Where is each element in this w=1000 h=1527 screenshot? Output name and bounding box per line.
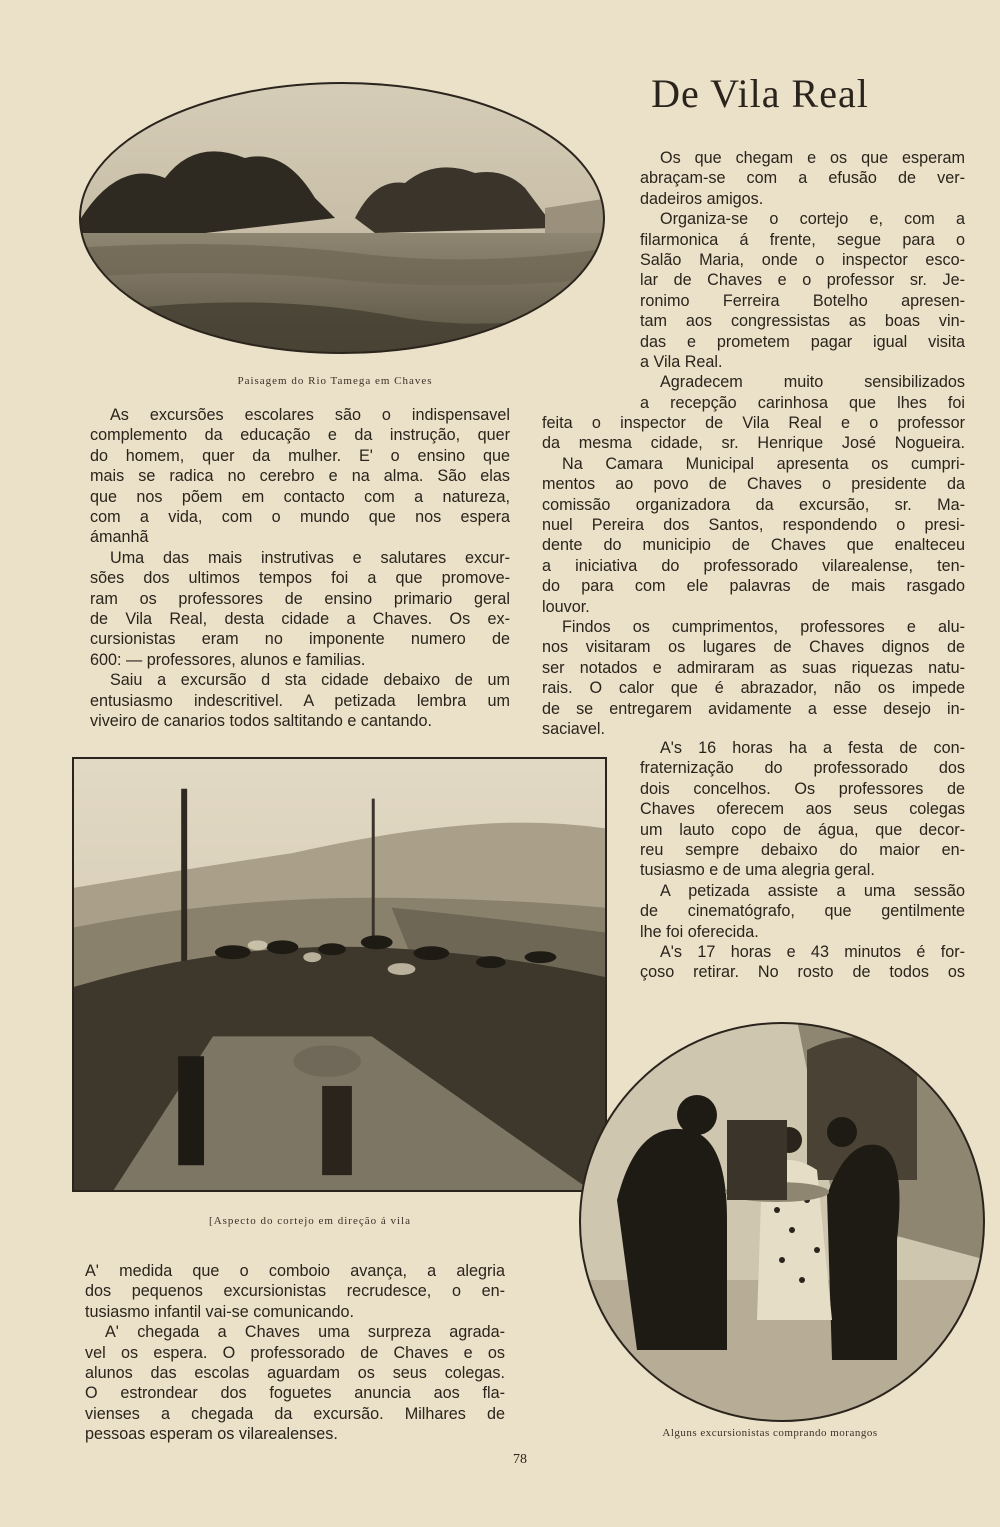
text-line: dadeiros amigos.	[640, 189, 764, 208]
text-line: vel os espera. O professorado de Chaves e os	[85, 1343, 505, 1362]
text-line: Uma das mais instrutivas e salutares excur-	[110, 548, 510, 567]
text-line: Organiza-se o cortejo e, com a	[660, 210, 965, 229]
strawberry-photo	[577, 1020, 987, 1425]
text-line: com a vida, com o mundo que nos espera	[90, 508, 510, 527]
text-line: A's 16 horas ha a festa de con-	[660, 739, 965, 757]
text-line: A petizada assiste a uma sessão	[660, 881, 965, 900]
text-line: lhe foi oferecida.	[640, 922, 759, 941]
page-number: 78	[513, 1452, 527, 1467]
text-line: de Vila Real, desta cidade a Chaves. Os ex-	[90, 610, 510, 629]
procession-photo-icon	[74, 759, 605, 1190]
text-line: reu sempre debaixo do maior en-	[640, 841, 965, 860]
text-line: tam aos congressistas as boas vin-	[640, 312, 965, 331]
text-line: pessoas esperam os vilarealenses.	[85, 1425, 338, 1444]
text-line: dos pequenos excursionistas recrudesce, o en-	[85, 1282, 505, 1301]
text-line: Findos os cumprimentos, professores e alu-	[562, 618, 965, 637]
text-line: um lauto copo de água, que decor-	[640, 820, 965, 839]
strawberry-photo-caption: Alguns excursionistas comprando morangos	[662, 1427, 878, 1439]
text-line: cursionistas eram no imponente numero de	[90, 630, 510, 649]
text-line: Salão Maria, onde o inspector esco-	[640, 251, 965, 270]
procession-photo	[72, 757, 607, 1192]
text-line: dente do municipio de Chaves que enalteceu	[542, 536, 965, 555]
text-line: Saiu a excursão d sta cidade debaixo de um	[110, 671, 510, 690]
text-line: Chaves oferecem aos seus colegas	[640, 800, 965, 819]
text-line: nos visitaram os lugares de Chaves dignos de	[542, 638, 965, 657]
text-line: a recepção carinhosa que lhes foi	[640, 393, 965, 412]
text-line: de se entregarem avidamente a esse desejo in-	[542, 699, 965, 718]
text-line: feita o inspector de Vila Real e o professor	[542, 414, 965, 432]
text-line: a Vila Real.	[640, 353, 723, 372]
text-line: louvor.	[542, 597, 590, 616]
text-line: fraternização do professorado dos	[640, 759, 965, 778]
right-column-middle	[542, 413, 965, 740]
text-line: entusiasmo indescritivel. A petizada lembra um	[90, 691, 510, 710]
text-line: çoso retirar. No rosto de todos os	[640, 963, 965, 982]
text-line: comissão organizadora da excursão, sr. Ma-	[542, 495, 965, 514]
river-landscape-photo-icon	[75, 78, 610, 358]
text-line: a iniciativa do professorado vilarealense, ten-	[542, 556, 965, 575]
text-line: Na Camara Municipal apresenta os cumpri-	[562, 454, 965, 473]
text-line: abraçam-se com a efusão de ver-	[640, 169, 965, 188]
text-line: tusiasmo infantil vai-se comunicando.	[85, 1302, 355, 1321]
text-line: viveiro de canarios todos saltitando e cantando.	[90, 712, 432, 731]
right-column-bottom	[640, 738, 965, 983]
text-line: saciavel.	[542, 720, 605, 739]
text-line: que nos põem em contacto com a natureza,	[90, 487, 510, 506]
text-line: filarmonica á frente, segue para o	[640, 230, 965, 249]
text-line: dois concelhos. Os professores de	[640, 779, 965, 798]
text-line: complemento da educação e da instrução, quer	[90, 426, 510, 445]
text-line: mais se radica no cerebro e na alma. São elas	[90, 467, 510, 486]
text-line: Agradecem muito sensibilizados	[660, 373, 965, 392]
text-line: nuel Pereira dos Santos, respondendo o presi-	[542, 516, 965, 535]
left-column-bottom	[85, 1261, 505, 1445]
text-line: Os que chegam e os que esperam	[660, 149, 965, 167]
text-line: de cinematógrafo, que gentilmente	[640, 902, 965, 921]
text-line: sões dos ultimos tempos foi a que promove-	[90, 569, 510, 588]
text-line: das e prometem pagar igual visita	[640, 332, 965, 351]
text-line: O estrondear dos foguetes anuncia aos fla-	[85, 1384, 505, 1403]
right-column-top	[640, 148, 965, 413]
text-line: do para com ele palavras de mais rasgado	[542, 577, 965, 596]
river-photo-caption: Paisagem do Rio Tamega em Chaves	[237, 375, 433, 387]
text-line: ser notados e admiraram as suas riquezas natu-	[542, 658, 965, 677]
text-line: mentos ao povo de Chaves o presidente da	[542, 475, 965, 494]
text-line: rais. O calor que é abrazador, não os impede	[542, 679, 965, 698]
text-line: alunos das escolas aguardam os seus colegas.	[85, 1364, 505, 1383]
article-title: De Vila Real	[651, 71, 869, 116]
procession-photo-caption: [Aspecto do cortejo em direção á vila	[209, 1215, 411, 1227]
text-line: A' chegada a Chaves uma surpreza agrada-	[105, 1323, 505, 1342]
text-line: lar de Chaves e o professor sr. Je-	[640, 271, 965, 290]
text-line: 600: — professores, alunos e familias.	[90, 650, 366, 669]
text-line: A's 17 horas e 43 minutos é for-	[660, 943, 965, 962]
text-line: da mesma cidade, sr. Henrique José Nogueira.	[542, 434, 965, 453]
text-line: ram os professores de ensino primario geral	[90, 589, 510, 608]
left-column-top	[90, 405, 510, 732]
text-line: ronimo Ferreira Botelho apresen-	[640, 291, 965, 310]
text-line: tusiasmo e de uma alegria geral.	[640, 861, 875, 880]
text-line: ámanhã	[90, 528, 149, 547]
text-line: vienses a chegada da excursão. Milhares de	[85, 1404, 505, 1423]
text-line: As excursões escolares são o indispensavel	[110, 406, 510, 424]
strawberry-vendors-photo-icon	[577, 1020, 987, 1425]
river-photo	[75, 78, 610, 358]
text-line: do homem, quer da mulher. E' o ensino que	[90, 446, 510, 465]
text-line: A' medida que o comboio avança, a alegria	[85, 1262, 505, 1280]
